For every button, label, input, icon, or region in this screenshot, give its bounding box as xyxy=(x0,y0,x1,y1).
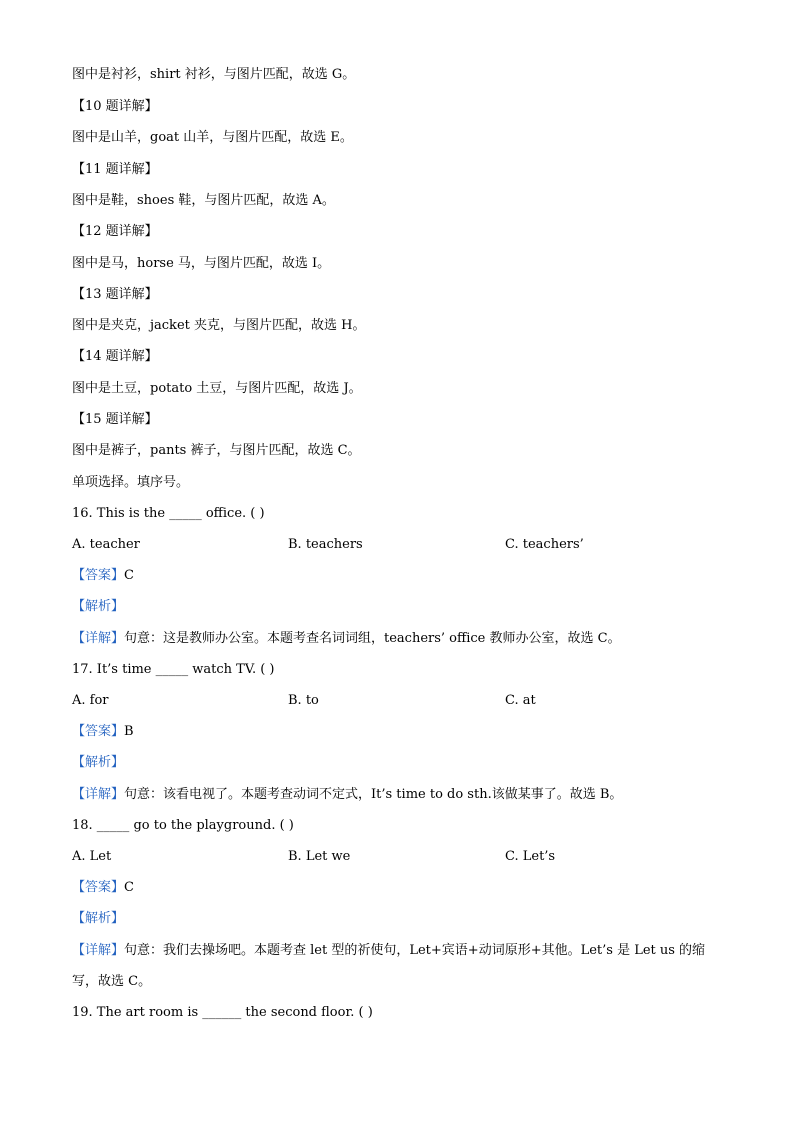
option-a: A. teacher xyxy=(72,537,140,552)
option-c: C. at xyxy=(505,693,536,708)
option-a: A. for xyxy=(72,693,109,708)
question-18-detail-continued: 写，故选 C。 xyxy=(72,974,152,989)
option-b: B. teachers xyxy=(288,537,363,552)
answer-value: B xyxy=(124,724,134,739)
detail-label: 【详解】 xyxy=(72,943,125,958)
question-17-stem: 17. It’s time _____ watch TV. ( ) xyxy=(72,662,275,677)
answer-label: 【答案】 xyxy=(72,568,125,583)
question-18-answer xyxy=(72,879,134,897)
question-16-analysis-label: 【解析】 xyxy=(72,599,125,614)
question-17-analysis-label: 【解析】 xyxy=(72,755,125,770)
explanation-line-15: 图中是裤子，pants 裤子，与图片匹配，故选 C。 xyxy=(72,443,361,458)
answer-value: C xyxy=(124,880,134,895)
heading-q13: 【13 题详解】 xyxy=(72,287,158,302)
question-16-options xyxy=(72,536,722,554)
answer-label: 【答案】 xyxy=(72,724,125,739)
question-18-options xyxy=(72,848,722,866)
question-17-answer xyxy=(72,723,134,741)
option-a: A. Let xyxy=(72,849,112,864)
explanation-line-11: 图中是鞋，shoes 鞋，与图片匹配，故选 A。 xyxy=(72,193,335,208)
question-17-options xyxy=(72,692,722,710)
heading-q12: 【12 题详解】 xyxy=(72,224,158,239)
option-b: B. Let we xyxy=(288,849,351,864)
heading-q11: 【11 题详解】 xyxy=(72,162,158,177)
explanation-line-10: 图中是山羊，goat 山羊，与图片匹配，故选 E。 xyxy=(72,130,353,145)
answer-value: C xyxy=(124,568,134,583)
option-b: B. to xyxy=(288,693,319,708)
heading-q15: 【15 题详解】 xyxy=(72,412,158,427)
question-19-stem: 19. The art room is ______ the second floor. ( ) xyxy=(72,1005,373,1020)
explanation-line-14: 图中是土豆，potato 土豆，与图片匹配，故选 J。 xyxy=(72,381,362,396)
detail-text: 句意：这是教师办公室。本题考查名词词组，teachers’ office 教师办公室，故选 C。 xyxy=(124,631,621,646)
detail-label: 【详解】 xyxy=(72,631,125,646)
question-17-detail xyxy=(72,786,622,804)
question-18-detail xyxy=(72,942,705,960)
question-18-stem: 18. _____ go to the playground. ( ) xyxy=(72,818,294,833)
answer-label: 【答案】 xyxy=(72,880,125,895)
question-16-stem: 16. This is the _____ office. ( ) xyxy=(72,506,265,521)
explanation-line-13: 图中是夹克，jacket 夹克，与图片匹配，故选 H。 xyxy=(72,318,366,333)
heading-q14: 【14 题详解】 xyxy=(72,349,158,364)
detail-text: 句意：我们去操场吧。本题考查 let 型的祈使句，Let+宾语+动词原形+其他。Let’s 是 Let us 的缩 xyxy=(124,943,706,958)
option-c: C. teachers’ xyxy=(505,537,584,552)
detail-label: 【详解】 xyxy=(72,787,125,802)
explanation-line-9: 图中是衬衫，shirt 衬衫，与图片匹配，故选 G。 xyxy=(72,67,356,82)
heading-q10: 【10 题详解】 xyxy=(72,99,158,114)
question-16-detail xyxy=(72,630,621,648)
detail-text: 句意：该看电视了。本题考查动词不定式，It’s time to do sth.该做某事了。故选 B。 xyxy=(124,787,623,802)
explanation-line-12: 图中是马，horse 马，与图片匹配，故选 I。 xyxy=(72,256,331,271)
option-c: C. Let’s xyxy=(505,849,556,864)
question-16-answer xyxy=(72,567,134,585)
question-18-analysis-label: 【解析】 xyxy=(72,911,125,926)
section-title: 单项选择。填序号。 xyxy=(72,475,190,490)
